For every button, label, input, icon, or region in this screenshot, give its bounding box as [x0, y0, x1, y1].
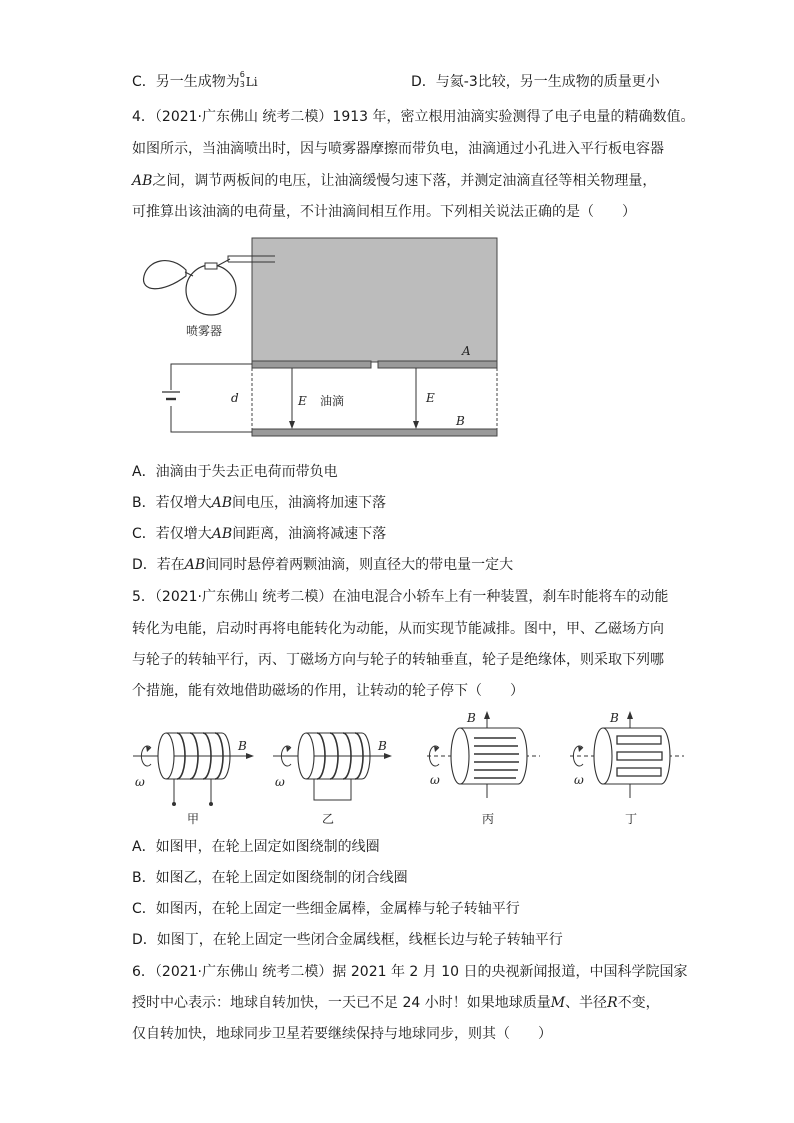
label-yi: 乙	[322, 812, 335, 826]
axis-jia-head	[246, 753, 254, 759]
q5-option-d: D．如图丁，在轮上固定一些闭合金属线框，线框长边与轮子转轴平行	[132, 932, 563, 948]
label-bing: 丙	[482, 812, 495, 826]
q4-option-c-pre: C．若仅增大	[132, 526, 212, 542]
label-b: B	[456, 414, 465, 428]
q4-option-a: A．油滴由于失去正电荷而带负电	[132, 464, 338, 480]
label-e-left: E	[298, 394, 307, 408]
terminal-jia-right	[209, 802, 213, 806]
plate-a-right	[378, 361, 497, 368]
label-omega-bing: ω	[430, 773, 440, 787]
q6-stem-line-2-post: 不变，	[617, 995, 660, 1011]
q5-stem-line-2: 转化为电能，启动时再将电能转化为动能，从而实现节能减排。图中，甲、乙磁场方向	[132, 621, 664, 637]
q4-option-c	[132, 524, 386, 544]
wheel-yi	[273, 733, 392, 826]
metal-frame-ding-1	[617, 736, 661, 744]
q5-stem-line-1: 5．（2021·广东佛山 统考二模）在油电混合小轿车上有一种装置，刹车时能将车的动能	[132, 589, 669, 605]
q4-option-b-pre: B．若仅增大	[132, 495, 212, 511]
q4-stem-line-3-text: 之间，调节两板间的电压，让油滴缓慢匀速下落，并测定油滴直径等相关物理量，	[152, 173, 657, 189]
axis-yi-head	[384, 753, 392, 759]
q5-stem-line-3: 与轮子的转轴平行，丙、丁磁场方向与轮子的转轴垂直，轮子是绝缘体，则采取下列哪	[132, 652, 664, 668]
label-d: d	[231, 391, 239, 405]
q6-stem-line-2	[132, 993, 660, 1013]
q5-stem-line-4: 个措施，能有效地借助磁场的作用，让转动的轮子停下（ ）	[132, 683, 524, 699]
wheel-bing-face	[451, 728, 469, 784]
metal-frame-ding-2	[617, 752, 662, 760]
q4-option-b-post: 间电压，油滴将加速下落	[232, 495, 387, 511]
label-jia: 甲	[187, 812, 200, 826]
field-b-bing-head	[484, 711, 490, 719]
q6-stem-line-2-mid: 、半径	[565, 995, 608, 1011]
label-omega-jia: ω	[135, 775, 145, 789]
q4-stem-line-3	[132, 171, 656, 191]
q6-stem-line-1: 6．（2021·广东佛山 统考二模）据 2021 年 2 月 10 日的央视新闻报道，中国科学院国家	[132, 964, 688, 980]
q4-option-d-pre: D．若在	[132, 557, 185, 573]
var-r: R	[607, 995, 618, 1011]
var-m: M	[550, 995, 566, 1011]
squeeze-bulb	[144, 261, 186, 289]
terminal-jia-left	[172, 802, 176, 806]
q4-option-b	[132, 493, 386, 513]
plate-a-left	[252, 361, 371, 368]
lithium-atomic-number: 3	[239, 80, 245, 89]
label-oil-drop: 油滴	[320, 394, 345, 408]
q4-stem-line-1: 4．（2021·广东佛山 统考二模）1913 年，密立根用油滴实验测得了电子电量的精确数值。	[132, 109, 695, 125]
q4-option-c-post: 间距离，油滴将减速下落	[232, 526, 387, 542]
q3-option-d: D．与氦-3比较，另一生成物的质量更小	[411, 74, 660, 90]
label-b-ding: B	[610, 711, 619, 725]
metal-frame-ding-3	[617, 768, 661, 776]
var-ab: AB	[211, 495, 233, 511]
wheel-ding-face	[594, 728, 612, 784]
var-ab: AB	[184, 557, 206, 573]
wheel-bing	[427, 711, 540, 826]
sprayer-label: 喷雾器	[186, 324, 223, 338]
var-ab: AB	[211, 526, 233, 542]
lithium-symbol: Li	[245, 75, 258, 89]
sprayer-bulb	[186, 265, 236, 315]
label-b-jia: B	[238, 739, 247, 753]
q4-stem-line-2: 如图所示，当油滴喷出时，因与喷雾器摩擦而带负电，油滴通过小孔进入平行板电容器	[132, 141, 664, 157]
field-b-ding-head	[627, 711, 633, 719]
q4-stem-line-4: 可推算出该油滴的电荷量，不计油滴间相互作用。下列相关说法正确的是（ ）	[132, 204, 636, 220]
q6-stem-line-2-pre: 授时中心表示：地球自转加快，一天已不足 24 小时！如果地球质量	[132, 995, 551, 1011]
sprayer-neck	[205, 263, 217, 269]
wheel-yi-face	[298, 733, 314, 779]
q4-option-d-post: 间同时悬停着两颗油滴，则直径大的带电量一定大	[205, 557, 514, 573]
label-a: A	[462, 344, 471, 358]
label-omega-yi: ω	[275, 775, 285, 789]
plate-b	[252, 429, 497, 436]
closed-loop-yi	[314, 779, 351, 800]
label-b-bing: B	[467, 711, 476, 725]
q5-option-c: C．如图丙，在轮上固定一些细金属棒，金属棒与轮子转轴平行	[132, 901, 520, 917]
q6-stem-line-3: 仅自转加快，地球同步卫星若要继续保持与地球同步，则其（ ）	[132, 1026, 552, 1042]
lithium-mass-number: 6	[239, 70, 245, 79]
field-arrow-left-head	[289, 421, 295, 429]
field-arrow-right-head	[413, 421, 419, 429]
q5-option-b: B．如图乙，在轮上固定如图绕制的闭合线圈	[132, 870, 408, 886]
q3-option-c	[132, 72, 268, 92]
q4-option-d	[132, 555, 513, 575]
oil-drop-chamber	[252, 238, 497, 362]
lithium-nuclide	[240, 72, 268, 92]
label-e-right: E	[426, 391, 435, 405]
label-ding: 丁	[625, 812, 638, 826]
label-omega-ding: ω	[574, 773, 584, 787]
wheel-jia-face	[158, 733, 174, 779]
var-ab: AB	[132, 173, 153, 189]
wheel-bing-body	[460, 728, 527, 784]
wheel-jia	[133, 733, 254, 826]
oil-drop-figure	[0, 232, 794, 462]
q3-option-c-text: C．另一生成物为	[132, 74, 240, 90]
label-b-yi: B	[378, 739, 387, 753]
wheel-ding	[570, 711, 684, 826]
q5-option-a: A．如图甲，在轮上固定如图绕制的线圈	[132, 839, 380, 855]
circuit-wire	[171, 364, 252, 432]
wheels-figure	[0, 708, 794, 828]
